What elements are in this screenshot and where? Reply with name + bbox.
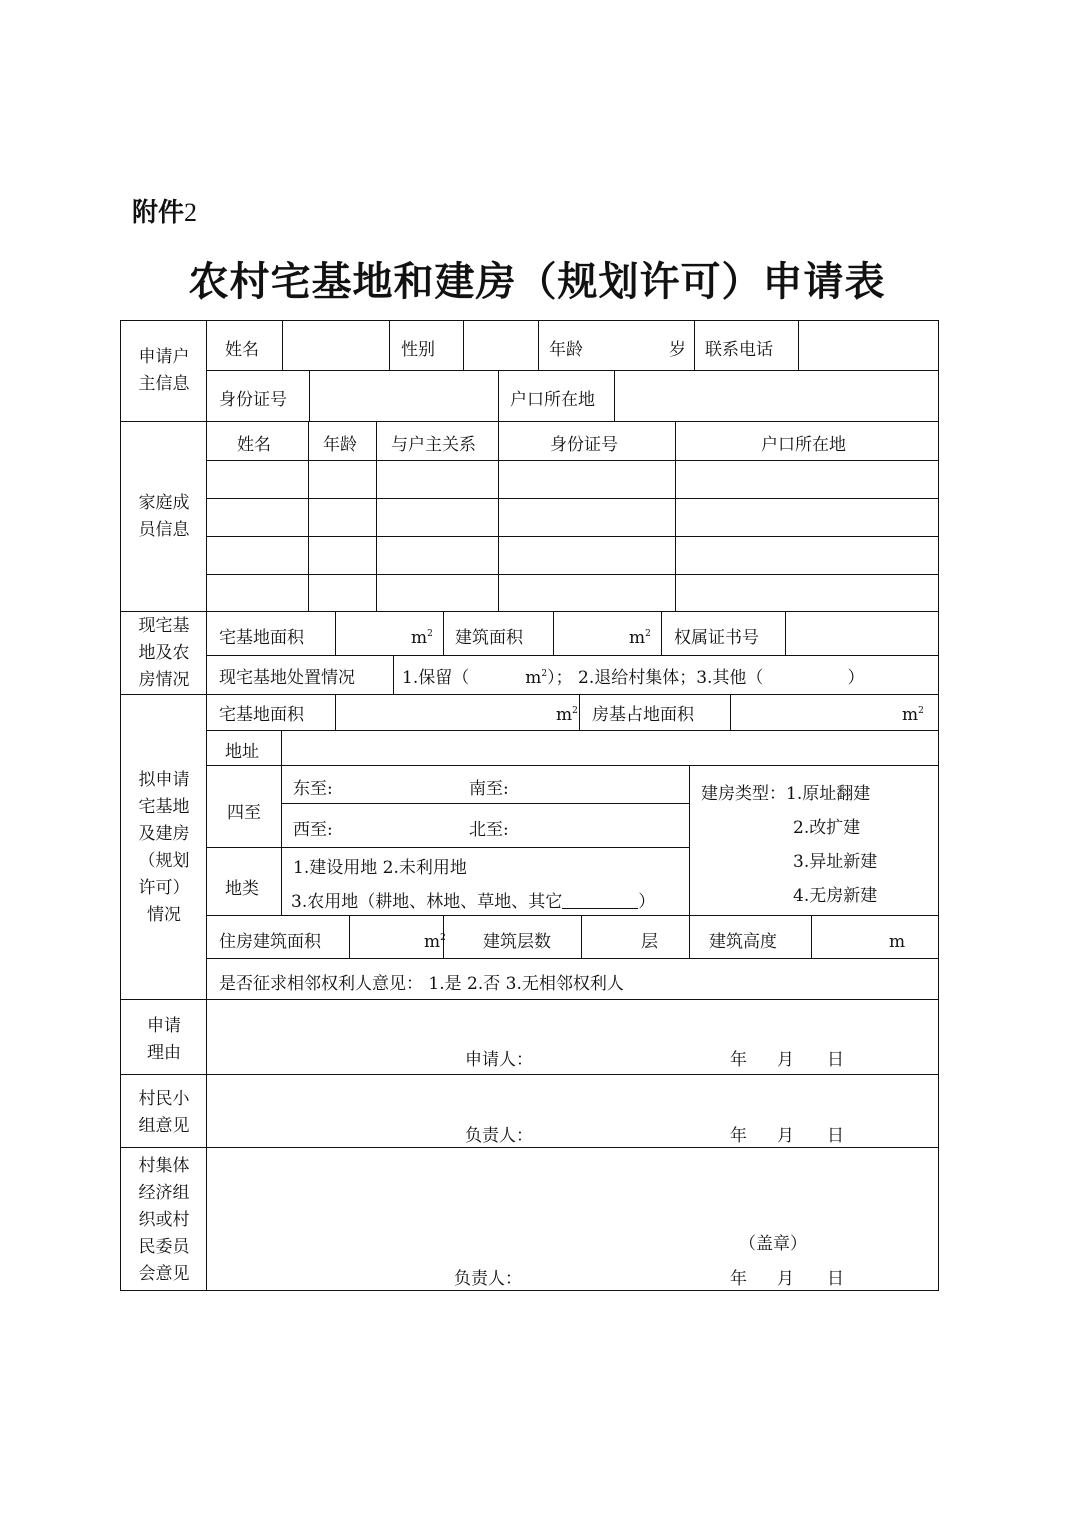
group-month: 月 — [777, 1126, 794, 1146]
bounds-label: 四至 — [227, 803, 261, 823]
family-header-age: 年龄 — [323, 435, 357, 455]
current-site-area-label: 宅基地面积 — [219, 628, 304, 648]
west-label: 西至: — [293, 820, 333, 840]
name-label: 姓名 — [225, 340, 259, 360]
form-title: 农村宅基地和建房（规划许可）申请表 — [188, 259, 886, 305]
current-build-area-unit: $m^2$ — [629, 628, 651, 648]
reason-day: 日 — [827, 1050, 844, 1070]
house-area-label: 住房建筑面积 — [219, 932, 321, 952]
village-responsible-label: 负责人： — [454, 1269, 522, 1289]
hukou-label: 户口所在地 — [510, 390, 595, 410]
applicant-sign-label: 申请人： — [465, 1050, 533, 1070]
gender-label: 性别 — [401, 340, 435, 360]
proposed-site-area-unit: $m^2$ — [556, 705, 578, 725]
land-type-label: 地类 — [225, 879, 259, 899]
reason-year: 年 — [730, 1050, 747, 1070]
village-day: 日 — [827, 1269, 844, 1289]
phone-label: 联系电话 — [705, 340, 773, 360]
disposal-label: 现宅基地处置情况 — [219, 668, 355, 688]
family-header-hukou: 户口所在地 — [761, 435, 846, 455]
section-village-label: 村集体 经济组 织或村 民委员 会意见 — [138, 1156, 190, 1284]
village-year: 年 — [730, 1269, 747, 1289]
current-build-area-label: 建筑面积 — [455, 628, 523, 648]
section-reason-label: 申请 理由 — [147, 1016, 181, 1063]
age-label: 年龄 — [549, 340, 583, 360]
section-current-label: 现宅基 地及农 房情况 — [138, 616, 190, 690]
footprint-label: 房基占地面积 — [592, 705, 694, 725]
north-label: 北至: — [469, 820, 509, 840]
group-responsible-label: 负责人： — [465, 1126, 533, 1146]
section-proposed-label: 拟申请 宅基地 及建房 （规划 许可） 情况 — [138, 770, 190, 925]
family-header-name: 姓名 — [237, 435, 271, 455]
group-year: 年 — [730, 1126, 747, 1146]
application-form-table — [120, 320, 939, 1291]
annex-label: 附件2 — [132, 198, 198, 228]
floors-unit: 层 — [641, 932, 658, 952]
east-label: 东至: — [293, 779, 333, 799]
land-type-line1: 1.建设用地 2.未利用地 — [293, 858, 467, 878]
section-group-label: 村民小 组意见 — [138, 1089, 190, 1136]
build-type-3: 3.异址新建 — [793, 852, 878, 872]
section-applicant-label: 申请户 主信息 — [138, 347, 190, 394]
family-header-relation: 与户主关系 — [391, 435, 476, 455]
address-label: 地址 — [225, 742, 259, 762]
height-label: 建筑高度 — [709, 932, 777, 952]
current-site-area-unit: $m^2$ — [411, 628, 433, 648]
disposal-options: 1.保留（ $m^2$）； 2.退给村集体；3.其他（ ） — [402, 668, 865, 688]
floors-label: 建筑层数 — [483, 932, 551, 952]
age-unit: 岁 — [669, 340, 686, 360]
cert-number-label: 权属证书号 — [674, 628, 759, 648]
reason-month: 月 — [777, 1050, 794, 1070]
build-type-label: 建房类型：1.原址翻建 — [701, 784, 871, 804]
build-type-2: 2.改扩建 — [793, 818, 861, 838]
family-header-id: 身份证号 — [550, 435, 618, 455]
neighbor-consent-text: 是否征求相邻权利人意见： 1.是 2.否 3.无相邻权利人 — [219, 974, 624, 994]
house-area-unit: $m^2$ — [424, 932, 446, 952]
land-type-line2: 3.农用地（耕地、林地、草地、其它 ） — [291, 892, 656, 912]
build-type-4: 4.无房新建 — [793, 886, 878, 906]
height-unit: m — [889, 932, 906, 952]
proposed-site-area-label: 宅基地面积 — [219, 705, 304, 725]
section-family-label: 家庭成 员信息 — [138, 493, 190, 540]
id-number-label: 身份证号 — [219, 390, 287, 410]
footprint-unit: $m^2$ — [902, 705, 924, 725]
south-label: 南至: — [469, 779, 509, 799]
village-month: 月 — [777, 1269, 794, 1289]
seal-label: （盖章） — [739, 1234, 807, 1254]
group-day: 日 — [827, 1126, 844, 1146]
